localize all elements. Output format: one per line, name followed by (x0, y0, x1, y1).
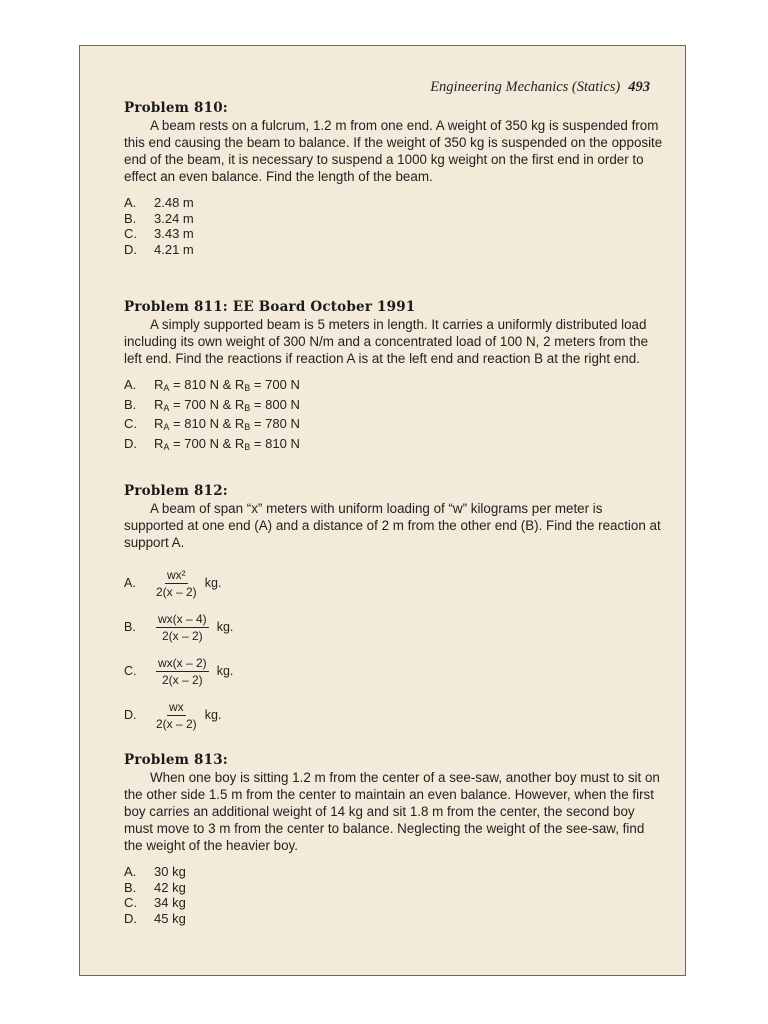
problem-title: Problem 811: EE Board October 1991 (124, 299, 416, 315)
problem-title: Problem 812: (124, 483, 228, 499)
denominator: 2(x – 2) (162, 672, 203, 687)
choice: B. 42 kg (124, 879, 186, 895)
problem-text: A beam of span “x” meters with uniform loading of “w” kilograms per meter is supported at one end (A) and a distance of 2 m from the other end (B). Find the reaction at support A. (124, 501, 661, 550)
fraction (156, 700, 197, 731)
problem-text: When one boy is sitting 1.2 m from the center of a see-saw, another boy must to sit on the other side 1.5 m from the center to maintain an even balance. However, when the first boy carries an additional weight of 14 kg and sit 1.8 m from the center, the second boy must move to 3 m from the center to balance. Neglecting the weight of the see-saw, find the weight of the heavier boy. (124, 770, 660, 853)
numerator: wx² (167, 567, 186, 582)
fraction (156, 568, 197, 599)
denominator: 2(x – 2) (162, 628, 203, 643)
choice: A. $R_A = 810$ N & $R_B = 700$ N (124, 377, 664, 397)
reaction-expression: $R_A = 810$ N & $R_B = 780$ N (154, 416, 300, 432)
reaction-expression: $R_A = 700$ N & $R_B = 810$ N (154, 435, 300, 452)
choice: A. 30 kg (124, 864, 186, 879)
choice: B. $R_A = 700$ N & $R_B = 800$ N (124, 397, 664, 417)
page-number: 493 (628, 79, 650, 95)
denominator: 2(x – 2) (156, 584, 197, 599)
problem-812 (124, 483, 664, 737)
problem-813 (124, 752, 664, 926)
problem-title: Problem 813: (124, 752, 228, 768)
choice-list (124, 864, 664, 926)
problem-title: Problem 810: (124, 100, 228, 116)
unit: kg. (216, 664, 234, 678)
problem-text: A beam rests on a fulcrum, 1.2 m from one end. A weight of 350 kg is suspended from this end causing the beam to balance. If the weight of 350 kg is suspended on the opposite end of the beam, it is necessary to suspend a 1000 kg weight on the first end in order to effect an even balance. Find the length of the beam. (124, 118, 663, 184)
choice-list (124, 377, 664, 455)
choice: A. 2.48 m (124, 195, 194, 210)
fraction (156, 612, 209, 643)
problem-text: A simply supported beam is 5 meters in length. It carries a uniformly distributed load including its own weight of 300 N/m and a concentrated load of 100 N, 2 meters from the left end. Find the reactions if reaction A is at the left end and reaction B at the right end. (124, 317, 649, 366)
unit: kg. (216, 620, 234, 634)
choice: D. 45 kg (124, 910, 186, 926)
choice: C. 34 kg (124, 895, 186, 910)
page-header (410, 79, 650, 96)
choice-list (124, 195, 664, 257)
choice: C. 3.43 m (124, 226, 194, 241)
choice: B. $\frac{wx(x - 4)}{2(x - 2)}$ kg. (124, 611, 234, 643)
numerator: wx(x – 2) (158, 655, 207, 670)
unit: kg. (204, 576, 222, 590)
choice: D. 4.21 m (124, 241, 194, 257)
numerator: wx (169, 699, 184, 714)
denominator: 2(x – 2) (156, 716, 197, 731)
choice: A. $\frac{\text{wx²}}{2(x - 2)}$ kg. (124, 567, 222, 599)
unit: kg. (204, 708, 222, 722)
choice: D. $\frac{wx}{2(x - 2)}$ kg. (124, 699, 222, 731)
choice: C. $R_A = 810$ N & $R_B = 780$ N (124, 416, 664, 436)
choice: B. 3.24 m (124, 210, 194, 226)
fraction (156, 656, 209, 687)
book-title: Engineering Mechanics (Statics) (430, 79, 621, 95)
problem-811 (124, 299, 664, 455)
reaction-expression: $R_A = 810$ N & $R_B = 700$ N (154, 377, 300, 393)
choice: C. $\frac{wx(x - 2)}{2(x - 2)}$ kg. (124, 655, 234, 687)
choice: D. $R_A = 700$ N & $R_B = 810$ N (124, 436, 664, 456)
document-page (79, 45, 686, 976)
choice-list (124, 561, 664, 737)
numerator: wx(x – 4) (158, 611, 207, 626)
problem-810 (124, 100, 664, 257)
reaction-expression: $R_A = 700$ N & $R_B = 800$ N (154, 396, 300, 413)
